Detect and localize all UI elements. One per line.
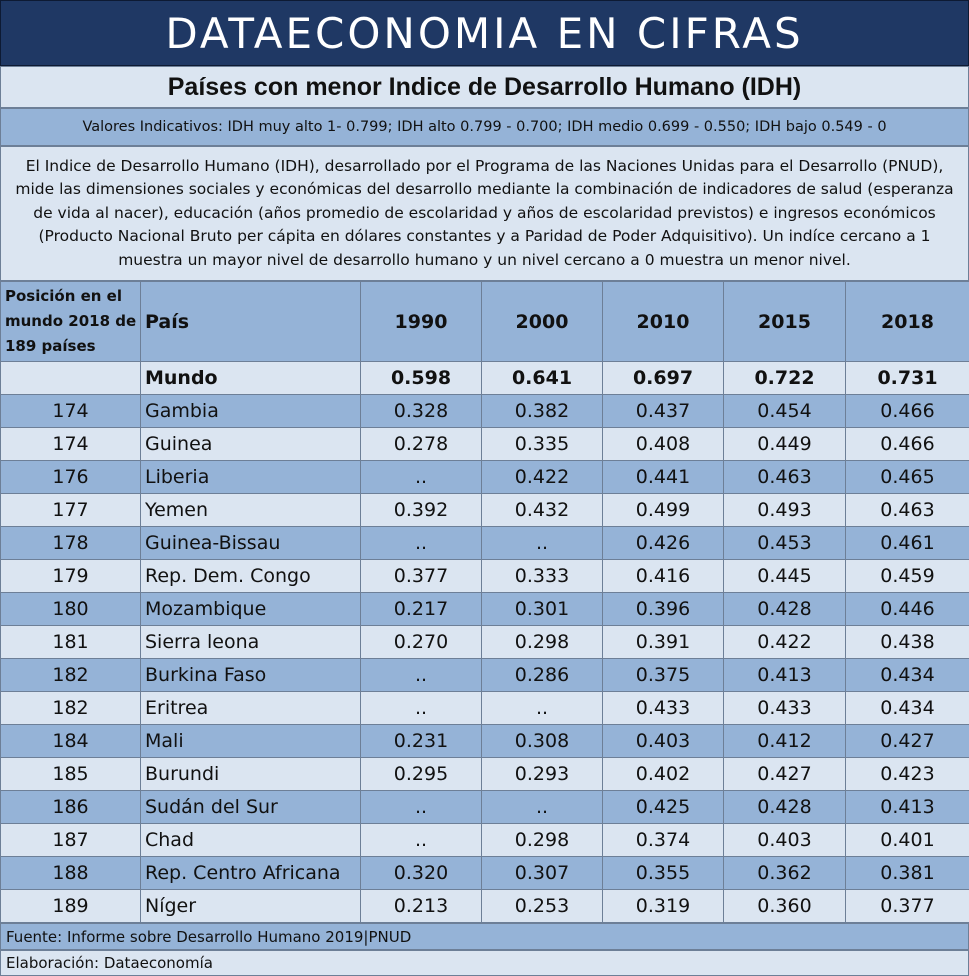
cell-value: 0.463 (724, 461, 846, 494)
cell-value: 0.408 (603, 428, 724, 461)
cell-country: Guinea (141, 428, 361, 461)
cell-position: 182 (1, 692, 141, 725)
cell-value: 0.427 (846, 725, 969, 758)
table-row (1, 791, 969, 824)
table-row (1, 725, 969, 758)
cell-country: Sierra leona (141, 626, 361, 659)
cell-value: 0.295 (361, 758, 482, 791)
cell-value: 0.307 (482, 857, 603, 890)
cell-position: 181 (1, 626, 141, 659)
cell-value: .. (361, 461, 482, 494)
cell-value: 0.438 (846, 626, 969, 659)
cell-country: Chad (141, 824, 361, 857)
cell-value: 0.360 (724, 890, 846, 923)
cell-value: 0.598 (361, 362, 482, 395)
cell-value: 0.434 (846, 659, 969, 692)
cell-value: 0.355 (603, 857, 724, 890)
cell-value: 0.465 (846, 461, 969, 494)
cell-country: Mali (141, 725, 361, 758)
table-row (1, 890, 969, 923)
cell-value: 0.377 (361, 560, 482, 593)
cell-value: 0.426 (603, 527, 724, 560)
cell-value: .. (361, 659, 482, 692)
cell-value: 0.423 (846, 758, 969, 791)
cell-value: 0.413 (724, 659, 846, 692)
cell-value: 0.333 (482, 560, 603, 593)
cell-value: 0.401 (846, 824, 969, 857)
cell-value: 0.298 (482, 626, 603, 659)
cell-position: 179 (1, 560, 141, 593)
table-row (1, 593, 969, 626)
table-row (1, 428, 969, 461)
cell-value: 0.231 (361, 725, 482, 758)
table-row (1, 758, 969, 791)
cell-value: 0.382 (482, 395, 603, 428)
cell-value: 0.422 (482, 461, 603, 494)
cell-value: .. (482, 527, 603, 560)
cell-value: 0.466 (846, 395, 969, 428)
hdi-table (0, 281, 969, 923)
cell-value: 0.392 (361, 494, 482, 527)
cell-value: 0.320 (361, 857, 482, 890)
description-text: El Indice de Desarrollo Humano (IDH), desarrollado por el Programa de las Naciones Unidas para el Desarrollo (PNUD), mide las dimensiones sociales y económicas del desarrollo mediante la combinación de indicadores de salud (esperanza de vida al nacer), educación (años promedio de escolaridad y años de escolaridad previstos) e ingresos económicos (Producto Nacional Bruto per cápita en dólares constantes y a Paridad de Poder Adquisitivo). Un indíce cercano a 1 muestra un mayor nivel de desarrollo humano y un nivel cercano a 0 muestra un menor nivel. (0, 146, 969, 281)
cell-value: 0.466 (846, 428, 969, 461)
header-year: 1990 (361, 282, 482, 362)
header-year: 2018 (846, 282, 969, 362)
cell-value: 0.213 (361, 890, 482, 923)
cell-country: Burkina Faso (141, 659, 361, 692)
table-row-world (1, 362, 969, 395)
page-title: Países con menor Indice de Desarrollo Humano (IDH) (0, 66, 969, 108)
cell-value: .. (361, 791, 482, 824)
cell-value: 0.697 (603, 362, 724, 395)
cell-value: 0.433 (603, 692, 724, 725)
cell-value: 0.422 (724, 626, 846, 659)
table-header-row (1, 282, 969, 362)
cell-value: 0.441 (603, 461, 724, 494)
cell-value: 0.402 (603, 758, 724, 791)
cell-value: 0.453 (724, 527, 846, 560)
cell-country: Níger (141, 890, 361, 923)
cell-value: 0.445 (724, 560, 846, 593)
cell-position: 176 (1, 461, 141, 494)
cell-country: Rep. Centro Africana (141, 857, 361, 890)
table-row (1, 560, 969, 593)
cell-value: 0.301 (482, 593, 603, 626)
cell-value: .. (361, 527, 482, 560)
cell-value: 0.335 (482, 428, 603, 461)
cell-value: 0.432 (482, 494, 603, 527)
cell-value: .. (482, 791, 603, 824)
cell-value: 0.375 (603, 659, 724, 692)
cell-position: 186 (1, 791, 141, 824)
cell-country: Yemen (141, 494, 361, 527)
cell-value: 0.217 (361, 593, 482, 626)
header-position: Posición en el mundo 2018 de 189 países (1, 282, 141, 362)
cell-position: 174 (1, 428, 141, 461)
cell-value: .. (361, 692, 482, 725)
cell-value: 0.413 (846, 791, 969, 824)
cell-country: Eritrea (141, 692, 361, 725)
cell-value: 0.427 (724, 758, 846, 791)
cell-value: 0.463 (846, 494, 969, 527)
table-body (1, 362, 969, 923)
table-row (1, 395, 969, 428)
cell-value: 0.396 (603, 593, 724, 626)
table-row (1, 527, 969, 560)
table-row (1, 626, 969, 659)
cell-value: 0.425 (603, 791, 724, 824)
cell-country: Rep. Dem. Congo (141, 560, 361, 593)
source-note: Fuente: Informe sobre Desarrollo Humano 2019|PNUD (0, 923, 969, 950)
table-row (1, 461, 969, 494)
table-row (1, 857, 969, 890)
cell-value: 0.459 (846, 560, 969, 593)
cell-position: 178 (1, 527, 141, 560)
cell-value: 0.278 (361, 428, 482, 461)
cell-position: 182 (1, 659, 141, 692)
credit-note: Elaboración: Dataeconomía (0, 950, 969, 976)
cell-value: 0.416 (603, 560, 724, 593)
cell-value: 0.433 (724, 692, 846, 725)
cell-country: Sudán del Sur (141, 791, 361, 824)
cell-position: 177 (1, 494, 141, 527)
header-year: 2010 (603, 282, 724, 362)
cell-value: .. (482, 692, 603, 725)
cell-value: 0.319 (603, 890, 724, 923)
banner-title: DATAECONOMIA EN CIFRAS (0, 0, 969, 66)
cell-country: Guinea-Bissau (141, 527, 361, 560)
cell-value: 0.731 (846, 362, 969, 395)
cell-position: 189 (1, 890, 141, 923)
cell-value: 0.449 (724, 428, 846, 461)
cell-value: 0.493 (724, 494, 846, 527)
cell-position (1, 362, 141, 395)
cell-value: 0.308 (482, 725, 603, 758)
indicator-ranges: Valores Indicativos: IDH muy alto 1- 0.799; IDH alto 0.799 - 0.700; IDH medio 0.699 - 0.550; IDH bajo 0.549 - 0 (0, 108, 969, 146)
cell-value: 0.434 (846, 692, 969, 725)
cell-value: 0.428 (724, 593, 846, 626)
cell-country: Mozambique (141, 593, 361, 626)
cell-value: .. (361, 824, 482, 857)
cell-value: 0.270 (361, 626, 482, 659)
cell-value: 0.428 (724, 791, 846, 824)
cell-value: 0.293 (482, 758, 603, 791)
cell-position: 180 (1, 593, 141, 626)
header-year: 2015 (724, 282, 846, 362)
cell-value: 0.298 (482, 824, 603, 857)
cell-position: 184 (1, 725, 141, 758)
cell-value: 0.446 (846, 593, 969, 626)
cell-value: 0.286 (482, 659, 603, 692)
cell-value: 0.381 (846, 857, 969, 890)
cell-value: 0.722 (724, 362, 846, 395)
cell-value: 0.377 (846, 890, 969, 923)
cell-position: 174 (1, 395, 141, 428)
header-year: 2000 (482, 282, 603, 362)
cell-value: 0.328 (361, 395, 482, 428)
cell-position: 187 (1, 824, 141, 857)
cell-country: Gambia (141, 395, 361, 428)
cell-value: 0.437 (603, 395, 724, 428)
cell-value: 0.403 (724, 824, 846, 857)
cell-value: 0.374 (603, 824, 724, 857)
cell-value: 0.403 (603, 725, 724, 758)
cell-position: 185 (1, 758, 141, 791)
table-row (1, 659, 969, 692)
table-row (1, 692, 969, 725)
table-row (1, 824, 969, 857)
cell-value: 0.641 (482, 362, 603, 395)
table-row (1, 494, 969, 527)
cell-value: 0.454 (724, 395, 846, 428)
cell-value: 0.499 (603, 494, 724, 527)
cell-value: 0.461 (846, 527, 969, 560)
cell-value: 0.362 (724, 857, 846, 890)
cell-position: 188 (1, 857, 141, 890)
cell-value: 0.391 (603, 626, 724, 659)
cell-country: Burundi (141, 758, 361, 791)
cell-country: Mundo (141, 362, 361, 395)
cell-country: Liberia (141, 461, 361, 494)
cell-value: 0.253 (482, 890, 603, 923)
cell-value: 0.412 (724, 725, 846, 758)
header-country: País (141, 282, 361, 362)
